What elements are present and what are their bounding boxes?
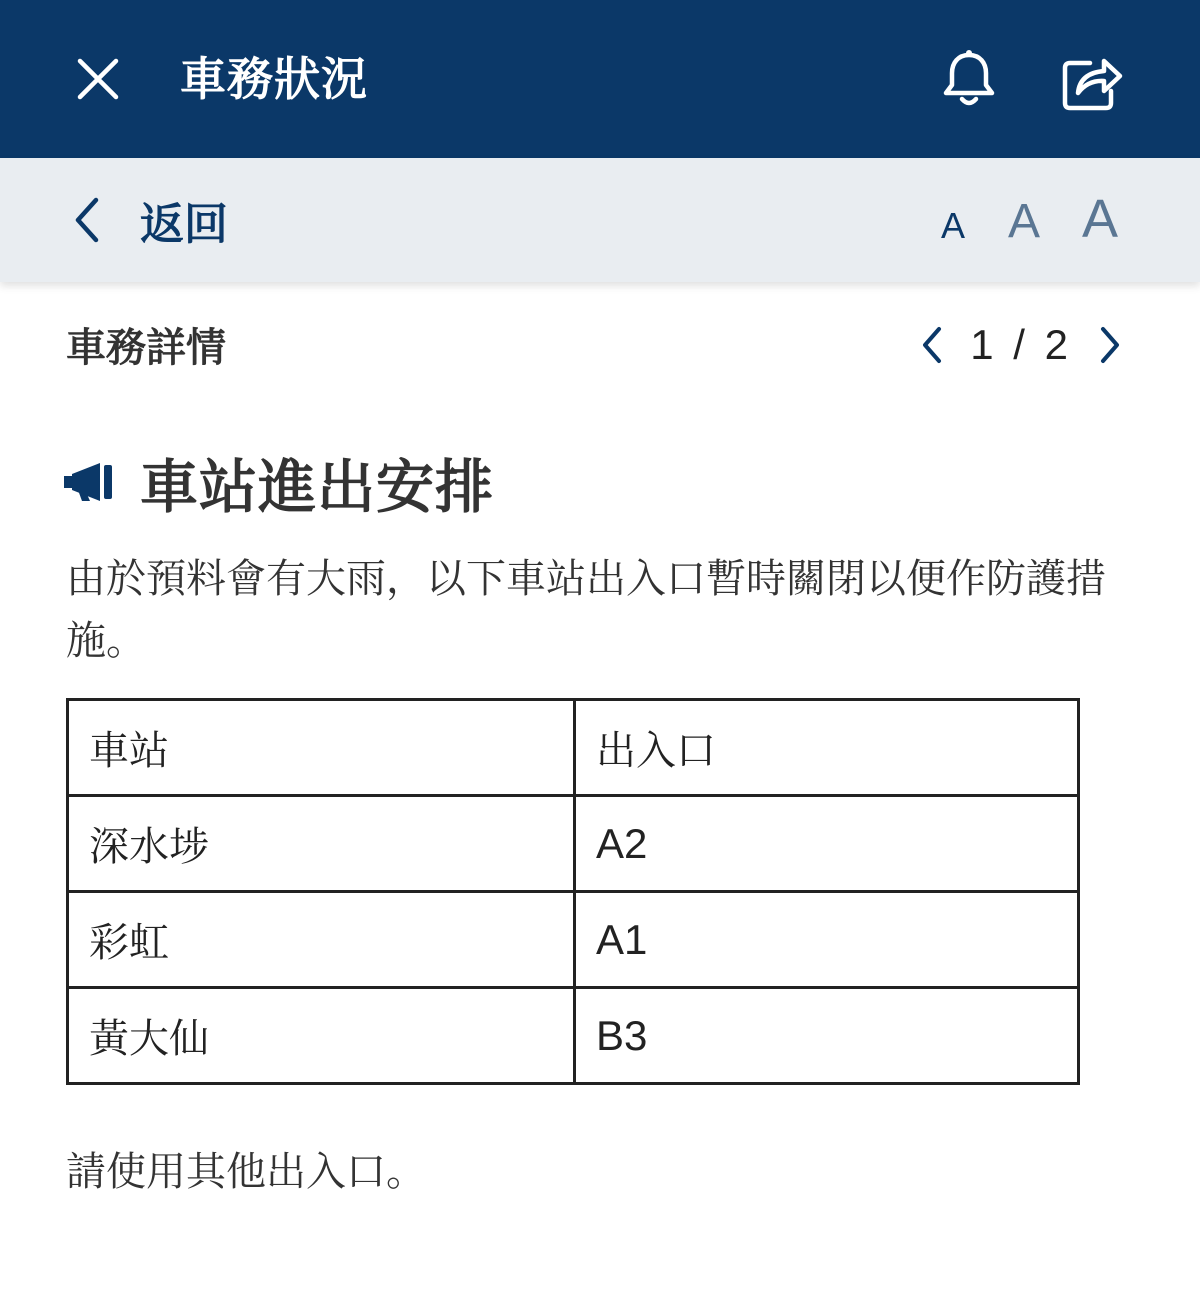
pager xyxy=(912,318,1130,372)
table-header-row xyxy=(68,700,1079,796)
back-label: 返回 xyxy=(140,199,228,250)
chevron-right-icon xyxy=(1098,325,1122,365)
back-button[interactable] xyxy=(70,186,228,254)
app-title: 車務狀況 xyxy=(180,52,368,106)
station-cell: 黃大仙 xyxy=(68,988,575,1084)
table-header-exit: 出入口 xyxy=(575,700,1079,796)
navigation-bar xyxy=(0,158,1200,282)
exit-cell: A2 xyxy=(575,796,1079,892)
font-size-medium-button[interactable]: A xyxy=(1008,195,1041,248)
table-row xyxy=(68,796,1079,892)
chevron-left-icon xyxy=(920,325,944,365)
notice-title: 車站進出安排 xyxy=(140,453,495,521)
exit-cell: B3 xyxy=(575,988,1079,1084)
station-cell: 深水埗 xyxy=(68,796,575,892)
previous-page-button[interactable] xyxy=(912,318,952,372)
share-icon xyxy=(1060,51,1124,113)
close-icon xyxy=(76,57,120,101)
exit-cell: A1 xyxy=(575,892,1079,988)
station-exit-table xyxy=(66,698,1080,1085)
page-indicator: 1 / 2 xyxy=(970,321,1072,368)
table-row xyxy=(68,988,1079,1084)
close-button[interactable] xyxy=(66,47,130,111)
next-page-button[interactable] xyxy=(1090,318,1130,372)
notification-button[interactable] xyxy=(936,46,1002,112)
bell-icon xyxy=(941,49,997,109)
station-cell: 彩虹 xyxy=(68,892,575,988)
section-label: 車務詳情 xyxy=(66,325,226,371)
table-row xyxy=(68,892,1079,988)
megaphone-icon xyxy=(64,461,116,503)
notice-body: 由於預料會有大雨，以下車站出入口暫時關閉以便作防護措施。 xyxy=(66,556,1106,664)
table-header-station: 車站 xyxy=(68,700,575,796)
font-size-large-button[interactable]: A xyxy=(1082,189,1119,249)
notice-header xyxy=(64,440,494,524)
chevron-left-icon xyxy=(70,196,102,244)
top-app-bar xyxy=(0,0,1200,158)
share-button[interactable] xyxy=(1056,46,1128,118)
footer-note: 請使用其他出入口。 xyxy=(66,1149,426,1195)
font-size-small-button[interactable]: A xyxy=(941,205,966,246)
